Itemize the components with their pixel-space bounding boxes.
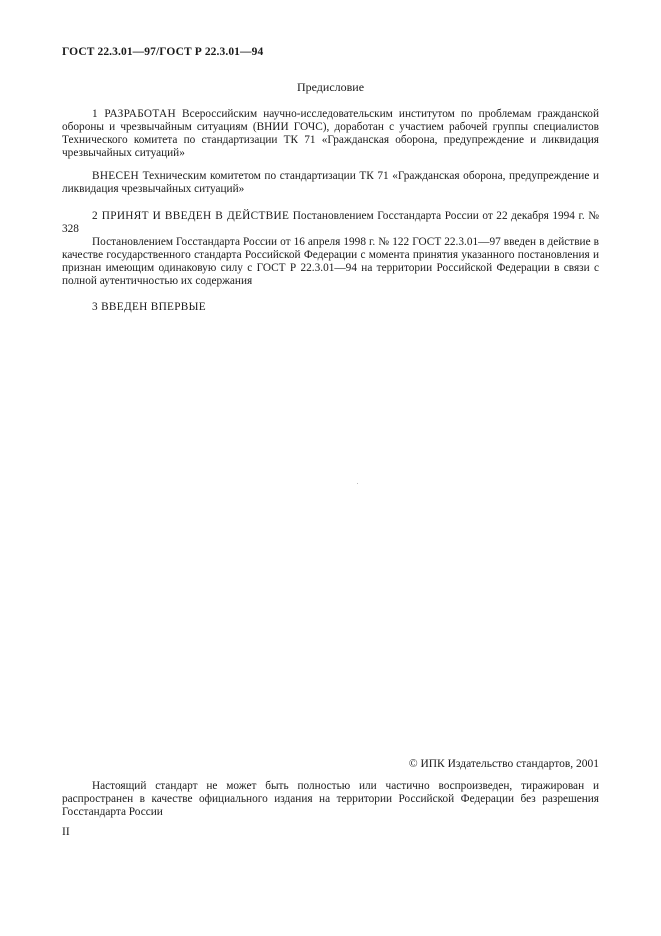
submitted-text: Техническим комитетом по стандартизации ТК 71 «Гражданская оборона, предупреждение и ликвидация чрезвычайных ситуаций» bbox=[62, 170, 599, 195]
enacted-paragraph bbox=[62, 236, 599, 288]
enacted-text: Постановлением Госстандарта России от 16 апреля 1998 г. № 122 ГОСТ 22.3.01—97 введен в действие в качестве государственного стандарта Российской Федерации с момента принятия указанного постановления и признан имеющим одинаковую силу с ГОСТ Р 22.3.01—94 на территории Российской Федерации в связи с полной аутентичностью их содержания bbox=[62, 236, 599, 287]
submitted-lead: ВНЕСЕН bbox=[92, 170, 139, 182]
document-header-code: ГОСТ 22.3.01—97/ГОСТ Р 22.3.01—94 bbox=[62, 46, 264, 58]
first-introduced-lead: 3 ВВЕДЕН ВПЕРВЫЕ bbox=[92, 301, 206, 313]
page-title: Предисловие bbox=[296, 80, 365, 94]
scan-speck bbox=[357, 483, 358, 484]
first-introduced-paragraph bbox=[62, 301, 599, 314]
notice-text: Настоящий стандарт не может быть полностью или частично воспроизведен, тиражирован и распространен в качестве официального издания на территории Российской Федерации без разрешения Госстандарта России bbox=[62, 780, 599, 818]
developed-paragraph bbox=[62, 108, 599, 160]
adopted-lead: 2 ПРИНЯТ И ВВЕДЕН В ДЕЙСТВИЕ bbox=[92, 210, 290, 222]
copyright-line: © ИПК Издательство стандартов, 2001 bbox=[408, 758, 599, 770]
adopted-paragraph bbox=[62, 210, 599, 236]
page-number: II bbox=[62, 826, 70, 838]
developed-lead: 1 РАЗРАБОТАН bbox=[92, 108, 176, 120]
submitted-paragraph bbox=[62, 170, 599, 196]
developed-text: Всероссийским научно-исследовательским институтом по проблемам гражданской обороны и чрезвычайным ситуациям (ВНИИ ГОЧС), доработан с участием рабочей группы специалистов Технического комитета по стандартизации ТК 71 «Гражданская оборона, предупреждение и ликвидация чрезвычайных ситуаций» bbox=[62, 108, 599, 159]
adopted-text: Постановлением Госстандарта России от 22 декабря 1994 г. № 328 bbox=[62, 210, 599, 235]
reproduction-notice bbox=[62, 780, 599, 819]
